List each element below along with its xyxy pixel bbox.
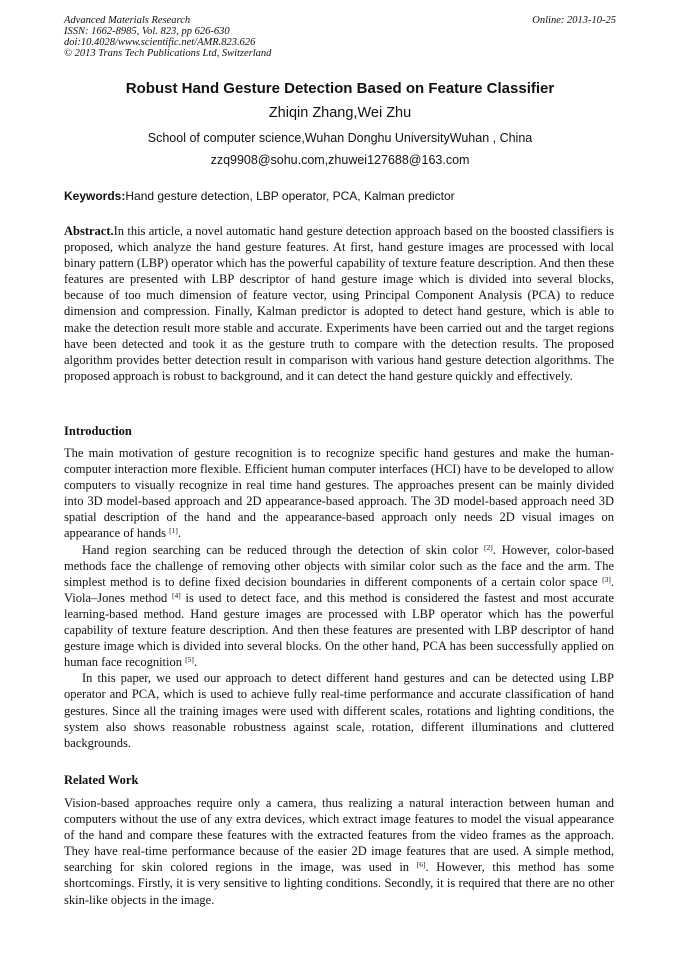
related-work-heading: Related Work (64, 773, 139, 787)
related-p1-text-b: . However, this method has some shortcomings. Firstly, it is very sensitive to lighting conditions. Secondly, it is required that there are no other skin-like objects in the image. (64, 860, 614, 907)
intro-p2-text-a: Hand region searching can be reduced through the detection of skin color (82, 542, 485, 557)
intro-p2-text-b: . However, color-based methods face the challenge of removing other objects with similar color such as the face and the arm. The simplest method is to define fixed decision boundaries in different components of a certain color space (64, 542, 614, 589)
paper-authors: Zhiqin Zhang,Wei Zhu (268, 105, 412, 121)
journal-name: Advanced Materials Research (64, 15, 191, 26)
intro-paragraph-2 (64, 542, 614, 671)
online-date: Online: 2013-10-25 (532, 15, 616, 26)
keywords-label: Keywords: (64, 189, 126, 203)
copyright-line: © 2013 Trans Tech Publications Ltd, Switzerland (64, 48, 272, 59)
keywords-text: Hand gesture detection, LBP operator, PCA, Kalman predictor (125, 189, 455, 203)
intro-p2-text-c: . Viola–Jones method (64, 574, 614, 605)
introduction-section (64, 445, 614, 751)
doi-line: doi:10.4028/www.scientific.net/AMR.823.626 (64, 37, 256, 48)
journal-header (64, 15, 616, 59)
intro-p1-text: The main motivation of gesture recognition is to recognize specific hand gestures and make the human-computer interaction more flexible. Efficient human computer interfaces (HCI) have to be developed to allow computers to visually recognize in real time hand gestures. The approaches present can be mainly divided into 3D model-based approach and 2D appearance-based approach. The 3D model-based approach need 3D spatial description of the hand and the appearance-based approach only needs 2D visual images on appearance of hands (64, 446, 614, 541)
introduction-heading: Introduction (64, 424, 132, 438)
paper-title: Robust Hand Gesture Detection Based on Feature Classifier (125, 80, 555, 97)
citation-ref-5: [5] (185, 655, 194, 665)
issn-line: ISSN: 1662-8985, Vol. 823, pp 626-630 (64, 26, 230, 37)
citation-ref-4: [4] (172, 590, 181, 600)
intro-paragraph-1 (64, 445, 614, 542)
citation-ref-3: [3] (602, 574, 611, 584)
author-email: zzq9908@sohu.com,zhuwei127688@163.com (210, 153, 470, 167)
related-work-section (64, 795, 614, 908)
keywords-line (64, 189, 616, 203)
citation-ref-1: [1] (169, 526, 178, 536)
related-paragraph-1 (64, 795, 614, 908)
abstract-section (64, 223, 614, 384)
abstract-label: Abstract. (64, 224, 114, 238)
author-affiliation: School of computer science,Wuhan Donghu UniversityWuhan , China (147, 131, 533, 145)
citation-ref-6: [6] (416, 860, 426, 870)
intro-p1-end: . (177, 526, 182, 541)
related-p1-text-a: Vision-based approaches require only a camera, thus realizing a natural interaction between human and computers without the use of any extra devices, which extract image features to model the visual appearance of the hand and compare these features with the extracted features from the video frames as the approach. They have real-time performance because of the easier 2D image features that are used. A simple method, searching for skin colored regions in the image, was used in (64, 796, 614, 875)
intro-p2-text-e: . (193, 655, 198, 670)
citation-ref-2: [2] (484, 542, 493, 552)
abstract-text: In this article, a novel automatic hand gesture detection approach based on the boosted classifiers is proposed, which analyze the hand gesture features. At first, hand gesture images are processed with local binary pattern (LBP) operator which has the powerful capability of texture feature description. And then these features are presented with LBP descriptor of hand gesture image which is divided into several blocks, because of too much dimension of feature vector, using Principal Component Analysis (PCA) to reduce dimension and compression. Finally, Kalman predictor is adopted to detect hand gesture, which is able to make the detection result more stable and accurate. Experiments have been carried out and the target regions have been detected and took it as the gesture truth to compare with the detection results. The proposed algorithm provides better detection result in comparison with various hand gesture detection algorithms. The proposed approach is robust to background, and it can detect the hand gesture quickly and effectively. (64, 224, 614, 383)
intro-paragraph-3: In this paper, we used our approach to detect different hand gestures and can be detected using LBP operator and PCA, which is used to achieve fully real-time performance and accurate classification of hand gestures. Since all the training images were used with different scales, rotations and lighting conditions, the system also shows reasonable robustness against scale, rotation, different illuminations and cluttered backgrounds. (64, 671, 614, 750)
intro-p2-text-d: is used to detect face, and this method is considered the fastest and most accurate learning-based method. Hand gesture images are processed with LBP operator which has the powerful capability of texture feature description. And then these features are presented with LBP descriptor of hand gesture image which is divided into several blocks. On the other hand, PCA has been successfully applied on human face recognition (64, 590, 614, 670)
